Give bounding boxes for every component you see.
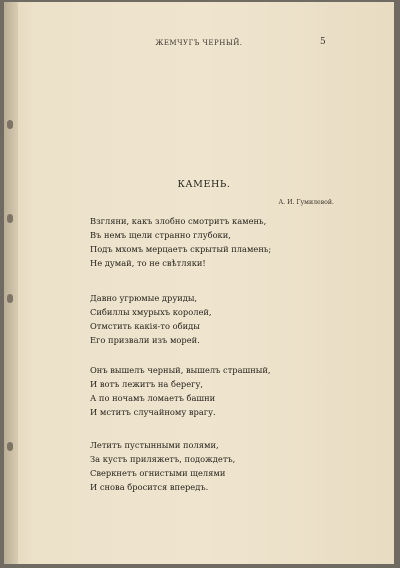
verse-line: Сибиллы хмурыхъ королей,	[90, 307, 212, 317]
stanza-3	[90, 363, 350, 419]
verse-line: Его призвали изъ морей.	[90, 335, 200, 345]
verse-line: Летитъ пустынными полями,	[90, 440, 219, 450]
page-spine	[4, 2, 18, 564]
verse-line: Отмстить какія-то обиды	[90, 321, 200, 331]
verse-line: И вотъ лежитъ на берегу,	[90, 379, 204, 389]
binding-hole	[7, 214, 13, 223]
poem-title: КАМЕНЬ.	[177, 179, 231, 190]
binding-hole	[7, 294, 13, 303]
page-number: 5	[320, 37, 326, 47]
stanza-2	[90, 291, 350, 347]
verse-line: Онъ вышелъ черный, вышелъ страшный,	[90, 365, 271, 375]
binding-hole	[7, 120, 13, 129]
verse-line: А по ночамъ ломаетъ башни	[90, 393, 216, 403]
verse-line: Взгляни, какъ злобно смотритъ камень,	[90, 216, 267, 226]
stanza-4	[90, 438, 350, 494]
verse-line: И снова бросится впередъ.	[90, 482, 209, 492]
verse-line: Въ немъ щели странно глубоки,	[90, 230, 231, 240]
verse-line: Давно угрюмые друиды,	[90, 293, 198, 303]
poem-dedication: А. И. Гумилевой.	[278, 199, 334, 206]
verse-line: За кустъ приляжетъ, подождетъ,	[90, 454, 236, 464]
stanza-1	[90, 214, 350, 270]
verse-line: И мститъ случайному врагу.	[90, 407, 216, 417]
binding-hole	[7, 442, 13, 451]
running-head: ЖЕМЧУГЪ ЧЕРНЫЙ.	[155, 39, 243, 47]
book-page	[4, 2, 394, 564]
verse-line: Не думай, то не свѣтляки!	[90, 258, 206, 268]
verse-line: Сверкнетъ огнистыми щелями	[90, 468, 226, 478]
verse-line: Подъ мхомъ мерцаетъ скрытый пламень;	[90, 244, 272, 254]
